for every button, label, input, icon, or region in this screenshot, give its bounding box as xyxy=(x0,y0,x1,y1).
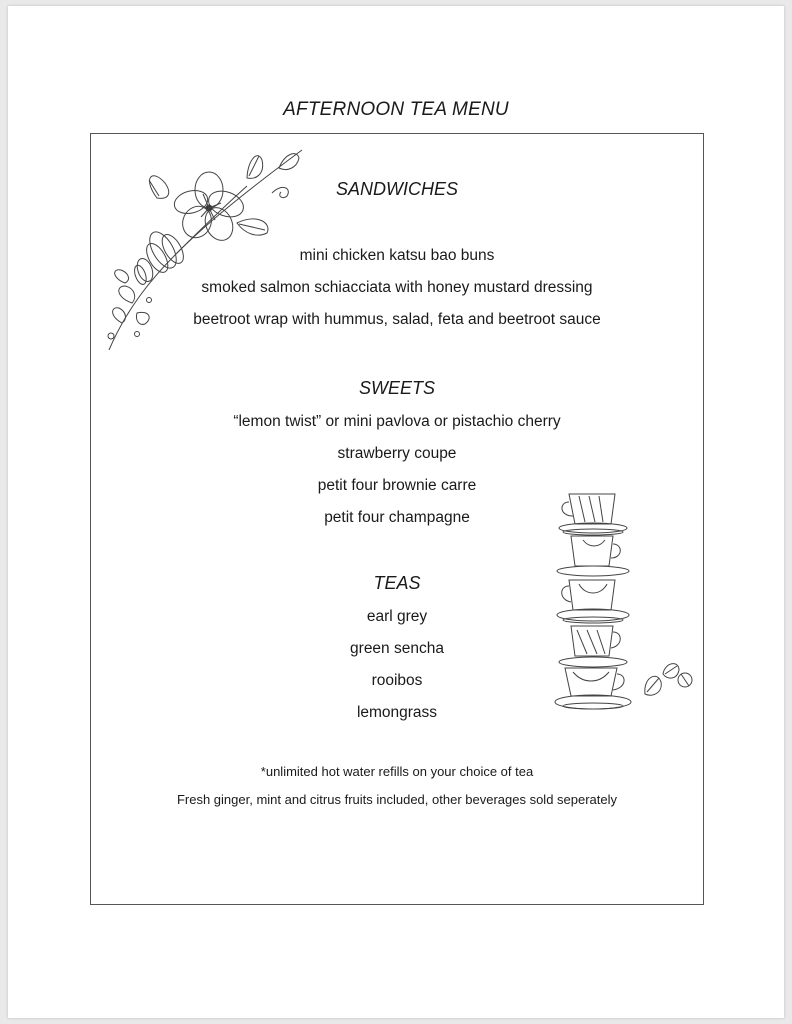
tea-item: green sencha xyxy=(350,640,444,657)
extras-note: Fresh ginger, mint and citrus fruits included, other beverages sold seperately xyxy=(176,792,618,807)
menu-page xyxy=(8,6,784,1018)
tea-item: earl grey xyxy=(366,608,428,625)
sweet-item: petit four brownie carre xyxy=(317,477,477,494)
sweet-item: strawberry coupe xyxy=(337,445,457,462)
tea-item: rooibos xyxy=(371,672,423,689)
teas-heading: TEAS xyxy=(373,573,421,593)
menu-frame xyxy=(90,133,704,905)
sweet-item: petit four champagne xyxy=(324,509,470,526)
sandwich-item: beetroot wrap with hummus, salad, feta and beetroot sauce xyxy=(193,311,601,328)
sweets-heading: SWEETS xyxy=(358,378,435,398)
menu-title: AFTERNOON TEA MENU xyxy=(283,99,509,120)
tea-item: lemongrass xyxy=(356,704,438,721)
refill-note: *unlimited hot water refills on your choice of tea xyxy=(260,764,534,779)
sandwich-item: smoked salmon schiacciata with honey mustard dressing xyxy=(201,279,593,296)
sandwich-item: mini chicken katsu bao buns xyxy=(299,247,495,264)
sweet-item: “lemon twist” or mini pavlova or pistachio cherry xyxy=(233,413,561,430)
sandwiches-heading: SANDWICHES xyxy=(335,179,458,199)
